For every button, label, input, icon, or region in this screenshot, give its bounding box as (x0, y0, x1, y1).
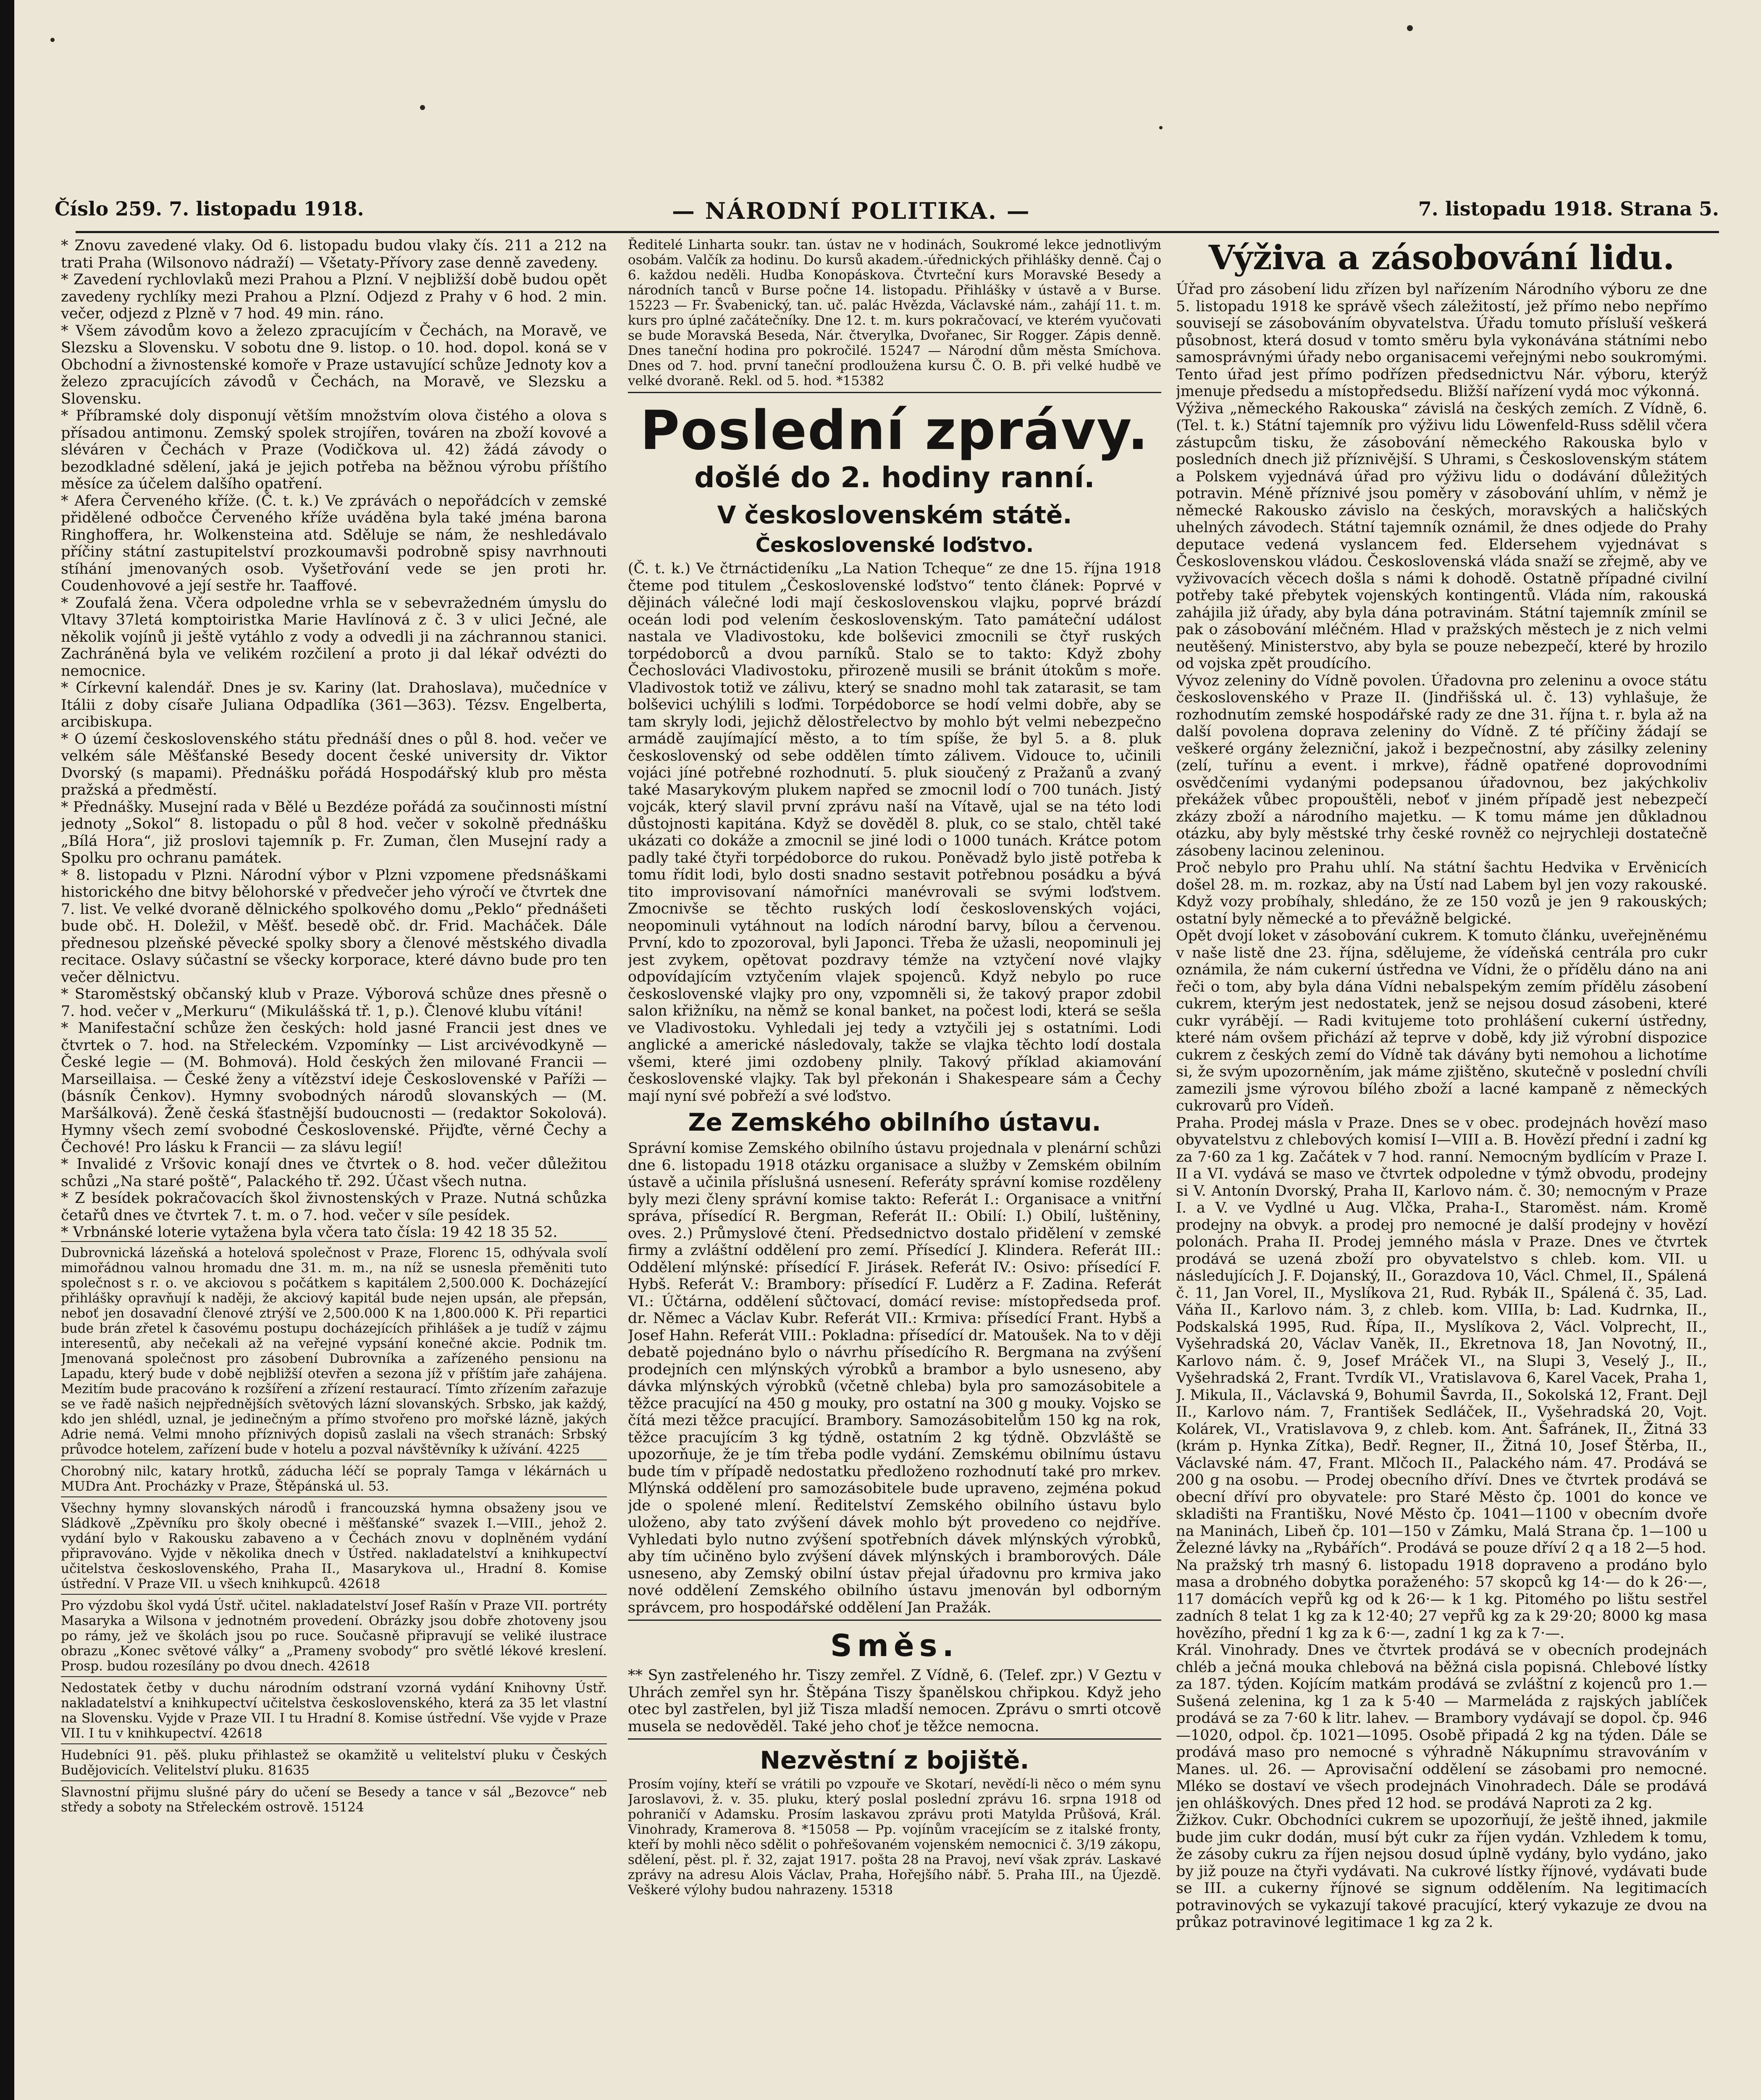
date-page-number: 7. listopadu 1918. Strana 5. (1418, 197, 1719, 220)
section-title-latest-news: Poslední zprávy. (640, 399, 1149, 462)
issue-number-date: Číslo 259. 7. listopadu 1918. (55, 197, 364, 220)
rule (628, 1738, 1161, 1740)
article-supply-office: Úřad pro zásobení lidu zřízen byl nařízením Národního výboru ze dne 5. listopadu 1918 ke správě všech záležitostí, jež přímo nebo nepřímo souvisejí se zásobováním obyvatelstva. Úřadu tomuto přísluší veškerá působnost, která dosud v tomto směru byla vykonávána státními nebo samosprávnými úřady nebo organisacemi veřejnými nebo soukromými. Tento úřad jest přímo podřízen předsednictvu Nár. výboru, kterýž jmenuje předsedu a místopředsedu. Bližší nařízení vydá moc výkonná. (1176, 281, 1707, 400)
header-rule (76, 231, 1719, 233)
article-tisza: ** Syn zastřeleného hr. Tiszy zemřel. Z Vídně, 6. (Telef. zpr.) V Geztu v Uhrách zemřel syn hr. Štěpána Tiszy španělskou chřipkou. Když jeho otec byl zastřelen, byl již Tisza mladší nemocen. Zprávu o smrti otcově musela se nedověděl. Také jeho choť je těžce nemocna. (628, 1667, 1161, 1735)
article-womens-meeting: * Manifestační schůze žen českých: hold jasné Francii jest dnes ve čtvrtek o 7. hod. na Střeleckém. Vzpomínky — List arcivévodkyně — České legie — (M. Bohmová). Hold českých žen milované Francii — Marseillaisa. — České ženy a vítězství ideje Československé v Paříži — (básník Čenkov). Hymny svobodných národů slovanských — (M. Maršálková). Ženě česká šťastnější budoucnosti — (redaktor Sokolová). Hymny všech zemí svobodné Československé. Přijďte, věrné Čechy a Čechové! Pro lásku k Francii — za slávu legií! (61, 1020, 607, 1156)
page-header (25, 197, 1744, 235)
article-lottery: * Vrbnánské loterie vytažena byla včera tato čísla: 19 42 18 35 52. (61, 1224, 558, 1241)
ad-dubrovnik-text: Dubrovnická lázeňská a hotelová společnost v Praze, Florenc 15, odhývala svolí mimořádnou valnou hromadu dne 31. m. m., na níž se usnesla přeměniti tuto společnost s r. o. ve akciovou s počátkem s kapitálem 2,500.000 K. Docházející přihlášky opravňují k naději, že akciový kapitál bude nejen upsán, ale přepsán, neboť jen dosavadní členové ztrýší ve 2,500.000 K na 1,800.000 K. Při repartici bude brán zřetel k časovému postupu docházejících přihlášek a je tudíž v zájmu interesentů, aby nečekali až na veřejné vypsání konečné akcie. Podnik tm. Jmenovaná společnost pro zásobení Dubrovníka a zařízeného pensionu na Lapadu, který bude v době nejbližší otevřen a sezona jíž v příštím jaře zahájena. Mezitím bude pracováno k rozšíření a zřízení restaurací. Tímto zřízením zařazuje se ve řadě našich nejpřednějších světových lázní slovanských. Srbsko, jak každý, kdo jen shlédl, uznal, je jedinečným a přímo stvořeno pro mořské lázně, jakých Adrie nemá. Velmi mnoho příznivých dopisů zaslali na všech stranách: Srbský průvodce hotelem, zařízení bude v hotelu a pozval návštěvníky k užívání. 4225 (61, 1245, 607, 1457)
dance-ads: Ředitelé Linharta soukr. tan. ústav ne v hodinách, Soukromé lekce jednotlivým osobám. Valčík za hodinu. Do kursů akadem.-úřednických přihlášky denně. Čaj o 6. každou neděli. Hudba Konopáskova. Čtvrteční kurs Moravské Besedy a národních tanců v Burse počne 14. listopadu. Přihlášky v ústavě a v Burse. 15223 — Fr. Švabenický, tan. uč. palác Hvězda, Václavské nám., zahájí 11. t. m. kurs pro úplné začátečníky. Dne 12. t. m. kurs pokračovací, ve kterém vyučovati se bude Moravská Beseda, Nár. čtverylka, Dvořanec, Sir Rogger. Zápis denně. Dnes taneční hodina pro pokročilé. 15247 — Národní dům města Smíchova. Dnes od 7. hod. první taneční prodloužena kursu Č. O. B. při velké hudbě ve velké dvoraně. Rekl. od 5. hod. *15382 (628, 237, 1161, 388)
heading-navy: Československé loďstvo. (755, 533, 1034, 557)
masthead-title: — NÁRODNÍ POLITIKA. — (672, 197, 1031, 224)
heading-czechoslovak-state: V československém státě. (717, 501, 1072, 529)
article-zizkov: Žižkov. Cukr. Obchodníci cukrem se upozorňují, že ještě ihned, jakmile bude jim cukr dodán, musí být cukr za říjen vydán. Vzhledem k tomu, že zásoby cukru za říjen nejsou dosud úplně vydány, bylo vydáno, jako by již pouze na čtyři vydávati. Na cukrové lístky říjnové, vydávati bude se III. a cukerny říjnové se signum oddělením. Na legitimacích potravinových se vykazují takové pracující, který vykazuje ze dvou na průkaz potravinové legitimace 1 kg za 2 k. (1176, 1812, 1707, 1931)
article-sugar: Opět dvojí loket v zásobování cukrem. K tomuto článku, uveřejněnému v naše listě dne 23. října, sdělujeme, že vídeňská centrála pro cukr oznámila, že nám cukerní ústředna ve Vídni, že o přídělu dáno na ani řeči o tom, aby byla dána Vídni nebalspekým zemím přídělu zásobení cukrem, kterým jest nedostatek, jenž se nejsou dosud zásobeni, které cukr vyrábějí. — Radi kvitujeme toto prohlášení cukerní ústředny, které nám ovšem přichází až teprve v době, kdy již výrobní dispozice cukrem z českých zemí do Vídně tak dávány byti nemohou a lichotíme si, že svým upozorněním, jak máme zjištěno, skutečně v poslední chvíli zamezili jsme výrovou bílého zboží a lacné kampaně z německých cukrovarů pro Vídeň. (1176, 927, 1707, 1114)
article-pribram-mines: * Příbramské doly disponují větším množstvím olova čistého a olova s přísadou antimonu. Zemský spolek strojířen, továren na zboží kovové a sléváren v Čechách v Praze (Vodičkova ul. 42) žádá závody o bezodkladné sdělení, jaká je jejich potřeba na běžnou výrobu příštího měsíce za účelem dalšího opatření. (61, 407, 607, 492)
ad-dubrovnik (61, 1241, 607, 1460)
article-express-trains: * Zavedení rychlovlaků mezi Prahou a Plzní. V nejbližší době budou opět zavedeny rychlíky mezi Prahou a Plzní. Odjezd z Prahy v 6 hod. 2 min. večer, odjezd z Plzně v 7 hod. 49 min. ráno. (61, 271, 607, 322)
column-2 (628, 237, 1161, 2100)
ad-reading (61, 1676, 607, 1743)
article-navy: (Č. t. k.) Ve čtrnáctideníku „La Nation Tcheque“ ze dne 15. října 1918 čteme pod titulem „Československé loďstvo“ tento článek: Poprvé v dějinách válečné lodi mají československou vlajku, poprvé brázdí oceán lodi pod velením československým. Tato památeční událost nastala ve Vladivostoku, kde bolševici zmocnili se čtyř ruských torpédoborců a dvou parníků. Stalo se to takto: Když zbohy Čechoslováci Vladivostoku, přirozeně musili se bránit útokům s moře. Vladivostok totiž ve zálivu, který se snadno mohl tak zatarasit, se tam bolševici uchýlili s loďmi. Torpédoborce se hodí velmi dobře, aby se tam skryly lodi, jejichž dělostřelectvo by mohlo být velmi nebezpečno armádě zaujímající město, a to tím spíše, že byl 5. a 8. pluk československý od sebe oddělen tímto zálivem. Vidouce to, učinili vojáci jíné potřebné rozhodnutí. 5. pluk sioučený z Pražanů a zvaný také Masarykovým plukem napřed se zmocnil lodí o 700 tunách. Jistý vojcák, který slavil první zprávu naší na Vítavě, ujal se na této lodi důstojnosti kapitána. Když se dověděl 8. pluk, co se stalo, chtěl také ukázati co dokáže a zmocnil se jiné lodi o 1000 tunách. Krátce potom padly také čtyři torpédoborce do rukou. Poněvadž bylo jistě potřeba k tomu řídit lodi, bylo dosti snadno sestavit potřebnou posádku a bývá tito improvisovaní námořníci manévrovali se svými loďstvem. Zmocnivše se těchto ruských lodí československých vojáci, neopominuli vytáhnout na lodích národní barvy, bílou a červenou. První, kdo to zpozoroval, byli Japonci. Třeba že užasli, neopominuli jej jest zvykem, opětovat pozdravy témže na vztyčení nové vlajky odpovídajícím vztyčením vlajek spojenců. Když nebylo po ruce československé vlajky pro ony, vzpomněli si, že takový prapor zdobil salon křižníku, na němž se konal banket, na počest lodi, která se sešla ve Vladivostoku. Vyhledali jej tedy a vztyčili jej s ostatními. Lodi anglické a americké následovaly, takže se vlajka těchto lodí dostala všemi, které jimi ozdobeny plnily. Takový příklad akiamování československé vlajky. Tak byl překonán i Shakespeare sám a Čechy mají nyní své pobřeží a své loďstvo. (628, 560, 1161, 1105)
ink-speck (1407, 25, 1413, 31)
ink-speck (50, 38, 55, 42)
article-vegetable-export: Vývoz zeleniny do Vídně povolen. Úřadovna pro zeleninu a ovoce státu československého v Praze II. (Jindřišská ul. č. 13) vyhlašuje, že rozhodnutím zemské hospodářské rady ze dne 31. října t. r. byla až na další povolena doprava zeleniny do Vídně. Z té příčiny žádají se veškeré orgány železniční, jakož i bezpečnostní, aby zásilky zeleniny (zelí, tuřínu a event. i mrkve), řádně opatřené doprovodními osvědčeními vydanými podepsanou úřadovnou, bez jakýchkoliv překážek vůbec propouštěli, neboť v jiném případě jest nebezpečí zkázy zboží a národního majetku. — K tomu máme jen důkladnou otázku, aby byly městské trhy české rovněž co nejrychleji dostatečně zásobeny lacinou zeleninou. (1176, 672, 1707, 859)
ad-musicians-text: Hudebníci 91. pěš. pluku přihlastež se okamžitě u velitelství pluku v Českých Budějovicích. Velitelství pluku. 81635 (61, 1747, 607, 1778)
article-lectures: * Přednášky. Musejní rada v Bělé u Bezdéze pořádá za součinnosti místní jednoty „Sokol“ 8. listopadu o půl 8 hod. večer v sokolně přednášku „Bílá Hora“, již proslovi tajemník p. Fr. Zuman, člen Musejní rady a Spolku pro ochranu památek. (61, 798, 607, 866)
ink-speck (420, 105, 425, 110)
article-desperate-woman: * Zoufalá žena. Včera odpoledne vrhla se v sebevražedném úmyslu do Vltavy 37letá komptoiristka Marie Havlínová z č. 3 v ulici Ječné, ale několik vojínů ji ještě vytáhlo z vody a odvedli ji na záchrannou stanici. Zachráněná byla ve velikém rozčilení a proto ji dal lékař odvézti do nemocnice. (61, 594, 607, 680)
heading-miscellany: Směs. (830, 1628, 959, 1663)
ad-musicians (61, 1743, 607, 1780)
article-plzen: * 8. listopadu v Plzni. Národní výbor v Plzni vzpomene předsnáškami historického dne bitvy bělohorské v předvečer jeho výročí ve čtvrtek dne 7. list. Ve velké dvoraně dělnického spolkového domu „Peklo“ přednášeti bude obč. H. Doležil, v Měšť. besedě obč. dr. Frid. Macháček. Dále přednesou plzeňské pěvecké spolky sbory a členové městského divadla recitace. Oslavy súčastní se všecky korporace, které dávno bude pro ten večer dělnictvu. (61, 866, 607, 986)
article-church-calendar: * Církevní kalendář. Dnes je sv. Kariny (lat. Drahoslava), mučedníce v Itálii z doby císaře Juliana Odpadlíka (361—363). Tézsv. Engelberta, arcibiskupa. (61, 680, 607, 730)
ad-reading-text: Nedostatek četby v duchu národním odstraní vzorná vydání Knihovny Ústř. nakladatelství a knihkupectví učitelstva československého, která za 35 let vlastní na Slovensku. Vyjde v Praze VII. I tu Hradní 8. Komise ústřední. Vše vyjde v Praze VII. I tu v knihkupectví. 42618 (61, 1680, 607, 1741)
article-vinohrady: Král. Vinohrady. Dnes ve čtvrtek prodává se v obecních prodejnách chléb a ječná mouka chlebová na běžná cisla popisná. Chlebové lístky za 187. týden. Kojícím matkám prodává se zvláštní z kojenců pro 1.— Sušená zelenina, kg 1 za k 5·40 — Marmeláda z rajských jablíček prodává se za 7·60 k litr. lahev. — Brambory vydávají se dopol. čp. 946—1020, odpol. čp. 1021—1095. Osobě připadá 2 kg na týden. Dále se prodává maso pro nemocné s výhradně Nákupnímu stravováním v Manes. ul. 26. — Aprovisační oddělení se zásobami pro nemocné. Mléko se dostaví ve všech prodejnách Vinohradech. Dále se prodává jen ohláškových. Dnes před 12 hod. se prodává Naproti za 2 kg. (1176, 1642, 1707, 1812)
ad-dancing-text: Slavnostní přijmu slušné páry do učení se Besedy a tance v sál „Bezovce“ neb středy a soboty na Střeleckém ostrově. 15124 (61, 1784, 607, 1815)
ink-speck (1159, 126, 1163, 129)
article-schools: * Z besídek pokračovacích škol živnostenských v Praze. Nutná schůzka četařů dnes ve čtvrtek 7. t. m. o 7. hod. večer v síle pesídek. (61, 1190, 607, 1224)
article-red-cross: * Afera Červeného kříže. (Č. t. k.) Ve zprávách o nepořádcích v zemské přidělené odbočce Červeného kříže uváděna byla také jména barona Ringhoffera, hr. Wolkensteina atd. Sděluje se nám, že neshledávalo příčiny státní zastupitelství prozkoumavši podrobně spisy navrhnouti stíhání jmenovaných osob. Vyšetřování vede se jen proti hr. Coudenhovové a její sestře hr. Taaffové. (61, 492, 607, 594)
missing-notices: Prosím vojíny, kteří se vrátili po vzpouře ve Skotarí, nevědí-li něco o mém synu Jaroslavovi, ž. v. 35. pluku, který poslal poslední zprávu 16. srpna 1918 od pohraničí v Adamsku. Prosím laskavou zprávu proti Matylda Průšová, Král. Vinohrady, Kramerova 8. *15058 — Pp. vojínům vracejícím se z italské fronty, kteří by mohli něco sdělit o pohřešovaném vojenském nemocnici č. 3/19 zákopu, sdělení, pěst. pl. ř. 32, zajat 1917. pošta 28 na Pravoj, neví však zpráv. Laskavé zprávy na adresu Alois Václav, Praha, Hořejšího nábř. 5. Praha III., na Újezdě. Veškeré výlohy budou nahrazeny. 15318 (628, 1777, 1161, 1898)
article-train-resumed: * Znovu zavedené vlaky. Od 6. listopadu budou vlaky čís. 211 a 212 na trati Praha (Wilsonovo nádraží) — Všetaty-Přívory zase denně zavedeny. (61, 237, 607, 271)
article-prague-sales: Praha. Prodej másla v Praze. Dnes se v obec. prodejnách hovězí maso obyvatelstvu z chlebových komisí I—VIII a. B. Hovězí přední i zadní kg za 7·60 za 1 kg. Začátek v 7 hod. ranní. Nemocným bydlícím v Praze I. II a VI. vydává se maso ve čtvrtek odpoledne v týmž obvodu, prodejny si V. Antonín Dvorský, Praha II, Karlovo nám. č. 30; nemocným v Praze I. a V. ve Vydlné u Aug. Vlčka, Praha-I., Staroměst. nám. Kromě prodejny na obvyk. a prodej pro nemocné je další prodejny v hovězí polonách. Praha II. Prodej jemného másla v Praze. Dnes ve čtvrtek prodává se uzená zboží pro obyvatelstvo s chleb. kom. VII. u následujících J. F. Dojanský, II., Gorazdova 10, Václ. Chmel, II., Spálená č. 11, Jan Vorel, II., Myslíkova 21, Rud. Rybák II., Spálená č. 35, Lad. Váňa II., Karlovo nám. 3, z chleb. kom. VIIIa, b: Lad. Kudrnka, II., Podskalská 1995, Rud. Řípa, II., Myslíkova 2, Václ. Volprecht, II., Vyšehradská 20, Václav Vaněk, II., Ekretnova 18, Jan Novotný, II., Karlovo nám. č. 9, Josef Mráček VI., na Slupi 3, Veselý J., II., Vyšehradská 2, Frant. Tvrdík VI., Vratislavova 6, Karel Vacek, Praha 1, J. Mikula, II., Václavská 9, Bohumil Šavrda, II., Sokolská 12, Frant. Dejl II., Karlovo nám. 7, František Sedláček, II., Vyšehradská 20, Vojt. Kolárek, VI., Vratislavova 9, z chleb. kom. Ant. Šafránek, II., Žitná 33 (krám p. Hynka Zítka), Bedř. Regner, II., Žitná 10, Josef Štěrba, II., Václavské nám. 47, Frant. Mlčoch II., Palackého nám. 47. Prodává se 200 g na osobu. — Prodej obecního dříví. Dnes ve čtvrtek prodává se obecní dříví pro obyvatele: pro Staré Město čp. 1001 do konce ve skladišti na Františku, Nové Město čp. 1041—1100 v obecním dvoře na Maninách, Libeň čp. 101—150 v Zámku, Malá Strana čp. 1—100 u Železné lávky na „Rybářích“. Prodává se pouze dříví 2 q a 18 2—5 hod. (1176, 1114, 1707, 1557)
article-invalids: * Invalidé z Vršovic konají dnes ve čtvrtek o 8. hod. večer důležitou schůzi „Na staré poště“, Palackého tř. 292. Účast všech nutna. (61, 1156, 607, 1190)
ad-catarrh (61, 1460, 607, 1496)
section-subtitle: došlé do 2. hodiny ranní. (694, 461, 1095, 494)
article-metal-works: * Všem závodům kovo a železo zpracujícím v Čechách, na Moravě, ve Slezsku a Slovensku. V sobotu dne 9. listop. o 10. hod. dopol. koná se v Obchodní a živnostenské komoře v Praze ustavující schůze Jednoty kov a železo zpracujících závodů v Čechách, na Moravě, ve Slezsku a Slovensku. (61, 322, 607, 407)
ad-hymns (61, 1496, 607, 1594)
article-grain-institute: Správní komise Zemského obilního ústavu projednala v plenární schůzi dne 6. listopadu 1918 otázku organisace a služby v Zemském obilním ústavě a učinila příslušná usnesení. Referáty správní komise rozděleny byly mezi členy správní komise takto: Referát I.: Organisace a vnitřní správa, přísedící R. Bergman, Referát II.: Obilí: I.) Obilí, luštěniny, oves. 2.) Průmyslové čtení. Předsednictvo dostalo přidělení v zemské firmy a zvláštní oddělení pro zemí. Přísedící J. Klindera. Referát III.: Oddělení mlýnské: přísedící F. Jirásek. Referát IV.: Osivo: přísedící F. Hybš. Referát V.: Brambory: přísedící F. Luděrz a F. Zadina. Referát VI.: Účtárna, oddělení sůčtovací, domácí revise: místopředseda prof. dr. Němec a Václav Kubr. Referát VII.: Krmiva: přísedící Frant. Hybš a Josef Hahn. Referát VIII.: Pokladna: přísedící dr. Matoušek. Na to v ději debatě pojednáno bylo o návrhu přísedícího R. Bergmana na zvýšení prodejních cen mlýnských výrobků a brambor a bylo usneseno, aby dávka mlýnských výrobků (včetně chleba) byla pro samozásobitele a těžce pracující na 450 g mouky, pro ostatní na 300 g mouky. Vojsko se čítá mezi těžce pracující. Brambory. Samozásobitelům 150 kg na rok, těžce pracujícím 3 kg týdně, ostatním 2 kg týdně. Obzvláště se upozorňuje, že je tím třeba podle vydání. Zemskému obilnímu ústavu bude tím v případě nedostatku předloženo rozhodnutí také pro mrkev. Mlýnská oddělení pro samozásobitele bude upraveno, zejména pokud jde o spolené mlení. Ředitelství Zemského obilního ústavu bylo uloženo, aby tato zvýšení dávek mohlo být provedeno co nejdříve. Vyhledati bylo nutno zvýšení spotřebních dávek mlýnských výrobků, aby tím učiněno bylo zvýšení dávek mlýnských i bramborových. Dále usneseno, aby Zemský obilní ústav přejal úřadovnu pro krmiva jako nové oddělení Zemského obilního ústavu jmenován byl odborným správcem, pro hospodářské oddělení Jan Pražák. (628, 1140, 1161, 1616)
heading-missing: Nezvěstní z bojiště. (760, 1746, 1029, 1774)
article-coal: Proč nebylo pro Prahu uhlí. Na státní šachtu Hedvika v Ervěnicích došel 28. m. m. rozkaz, aby na Ústí nad Labem byl jen vozy rakouské. Když vozy probíhaly, shledáno, že ze 150 vozů je jen 9 rakouských; ostatní byly německé a to převážně belgické. (1176, 859, 1707, 927)
article-meat-market: Na pražský trh masný 6. listopadu 1918 dopraveno a prodáno bylo masa a drobného dobytka poraženého: 57 skopců kg 14·— do k 26·—, 117 domácích vepřů kg od k 26·— k 1 kg. Pitomého po lištu sestřel zadních 8 telat 1 kg za k 12·40; 27 vepřů kg za k 29·20; 8000 kg masa hovězího, přední 1 kg za k 6·—, zadní 1 kg za k 7·—. (1176, 1557, 1707, 1642)
article-state-territory: * O území československého státu přednáší dnes o půl 8. hod. večer ve velkém sále Měšťanské Besedy docent české university dr. Viktor Dvorský (s mapami). Přednášku pořádá Hospodářský klub pro města pražská a předměstí. (61, 730, 607, 798)
column-3 (1176, 237, 1707, 2100)
heading-food-supply: Výživa a zásobování lidu. (1208, 238, 1675, 277)
heading-grain-institute: Ze Zemského obilního ústavu. (688, 1108, 1101, 1137)
ad-schools-decor (61, 1594, 607, 1676)
article-austria-food: Výživa „německého Rakouska“ závislá na českých zemích. Z Vídně, 6. (Tel. t. k.) Státní tajemník pro výživu lidu Löwenfeld-Russ sdělil včera zástupcům tisku, že zásobování německého Rakouska bylo v posledních dnech již příznivější. S Uhrami, s Československým státem a Polskem vyjednává úřad pro výživu lidu o dodávání důležitých potravin. Méně příznivé jsou poměry v zásobování uhlím, v němž je německé Rakousko závislo na českých, moravských a haličských uhelných závodech. Státní tajemník oznámil, že dnes odjede do Prahy deputace vedená vyslancem fed. Eldersehem vyjednávat s Československou vládou. Československá vláda snaží se zřejmě, aby ve vyživovacích věcech došla s námi k dohodě. Ostatně případné civilní potřeby také přebytek vojenských kontingentů. Vláda ním, rakouská zahájila již úřady, aby byla dána potravinám. Státní tajemník zmínil se pak o zásobování mléčném. Hlad v pražských městech je z nich velmi neutěšený. Ministerstvo, aby byla se pouze nebezpečí, které by hrozilo od vojska zpět proudícího. (1176, 400, 1707, 672)
rule (628, 1620, 1161, 1621)
ad-schools-decor-text: Pro výzdobu škol vydá Ústř. učitel. nakladatelství Josef Rašín v Praze VII. portréty Masaryka a Wilsona v jednotném provedení. Obrázky jsou dobře zhotoveny jsou po rámy, jež ve školách jsou po ruce. Současně připravují se veliké ilustrace obrazu „Konec světové války“ a „Prameny svobody“ pro světlé lékové kreslení. Prosp. budou rozesílány po dvou dnech. 42618 (61, 1598, 607, 1674)
column-1 (61, 237, 607, 2100)
ad-dancing (61, 1780, 607, 1817)
article-citizens-club: * Staroměstský občanský klub v Praze. Výborová schůze dnes přesně o 7. hod. večer v „Merkuru“ (Mikulášská tř. 1, p.). Členové klubu vítáni! (61, 986, 607, 1020)
rule (628, 392, 1161, 393)
ad-catarrh-text: Chorobný nilc, katary hrotků, záducha léčí se popraly Tamga v lékárnách u MUDra Ant. Procházky v Praze, Štěpánská ul. 53. (61, 1463, 607, 1494)
ad-hymns-text: Všechny hymny slovanských národů i francouzská hymna obsaženy jsou ve Sládkově „Zpěvníku pro školy obecné i měšťanské“ svazek I.—VIII., jehož 2. vydání bylo v Rakousku zabaveno a v Čechách znovu v doplněném vydání připravováno. Vyjde v několika dnech v Ústřed. nakladatelství a knihkupectví učitelstva československého, Praha II., Masarykova ul., Hradní 8. Komise ústřední. V Praze VII. u všech knihkupců. 42618 (61, 1500, 607, 1591)
page-edge (0, 0, 14, 2100)
